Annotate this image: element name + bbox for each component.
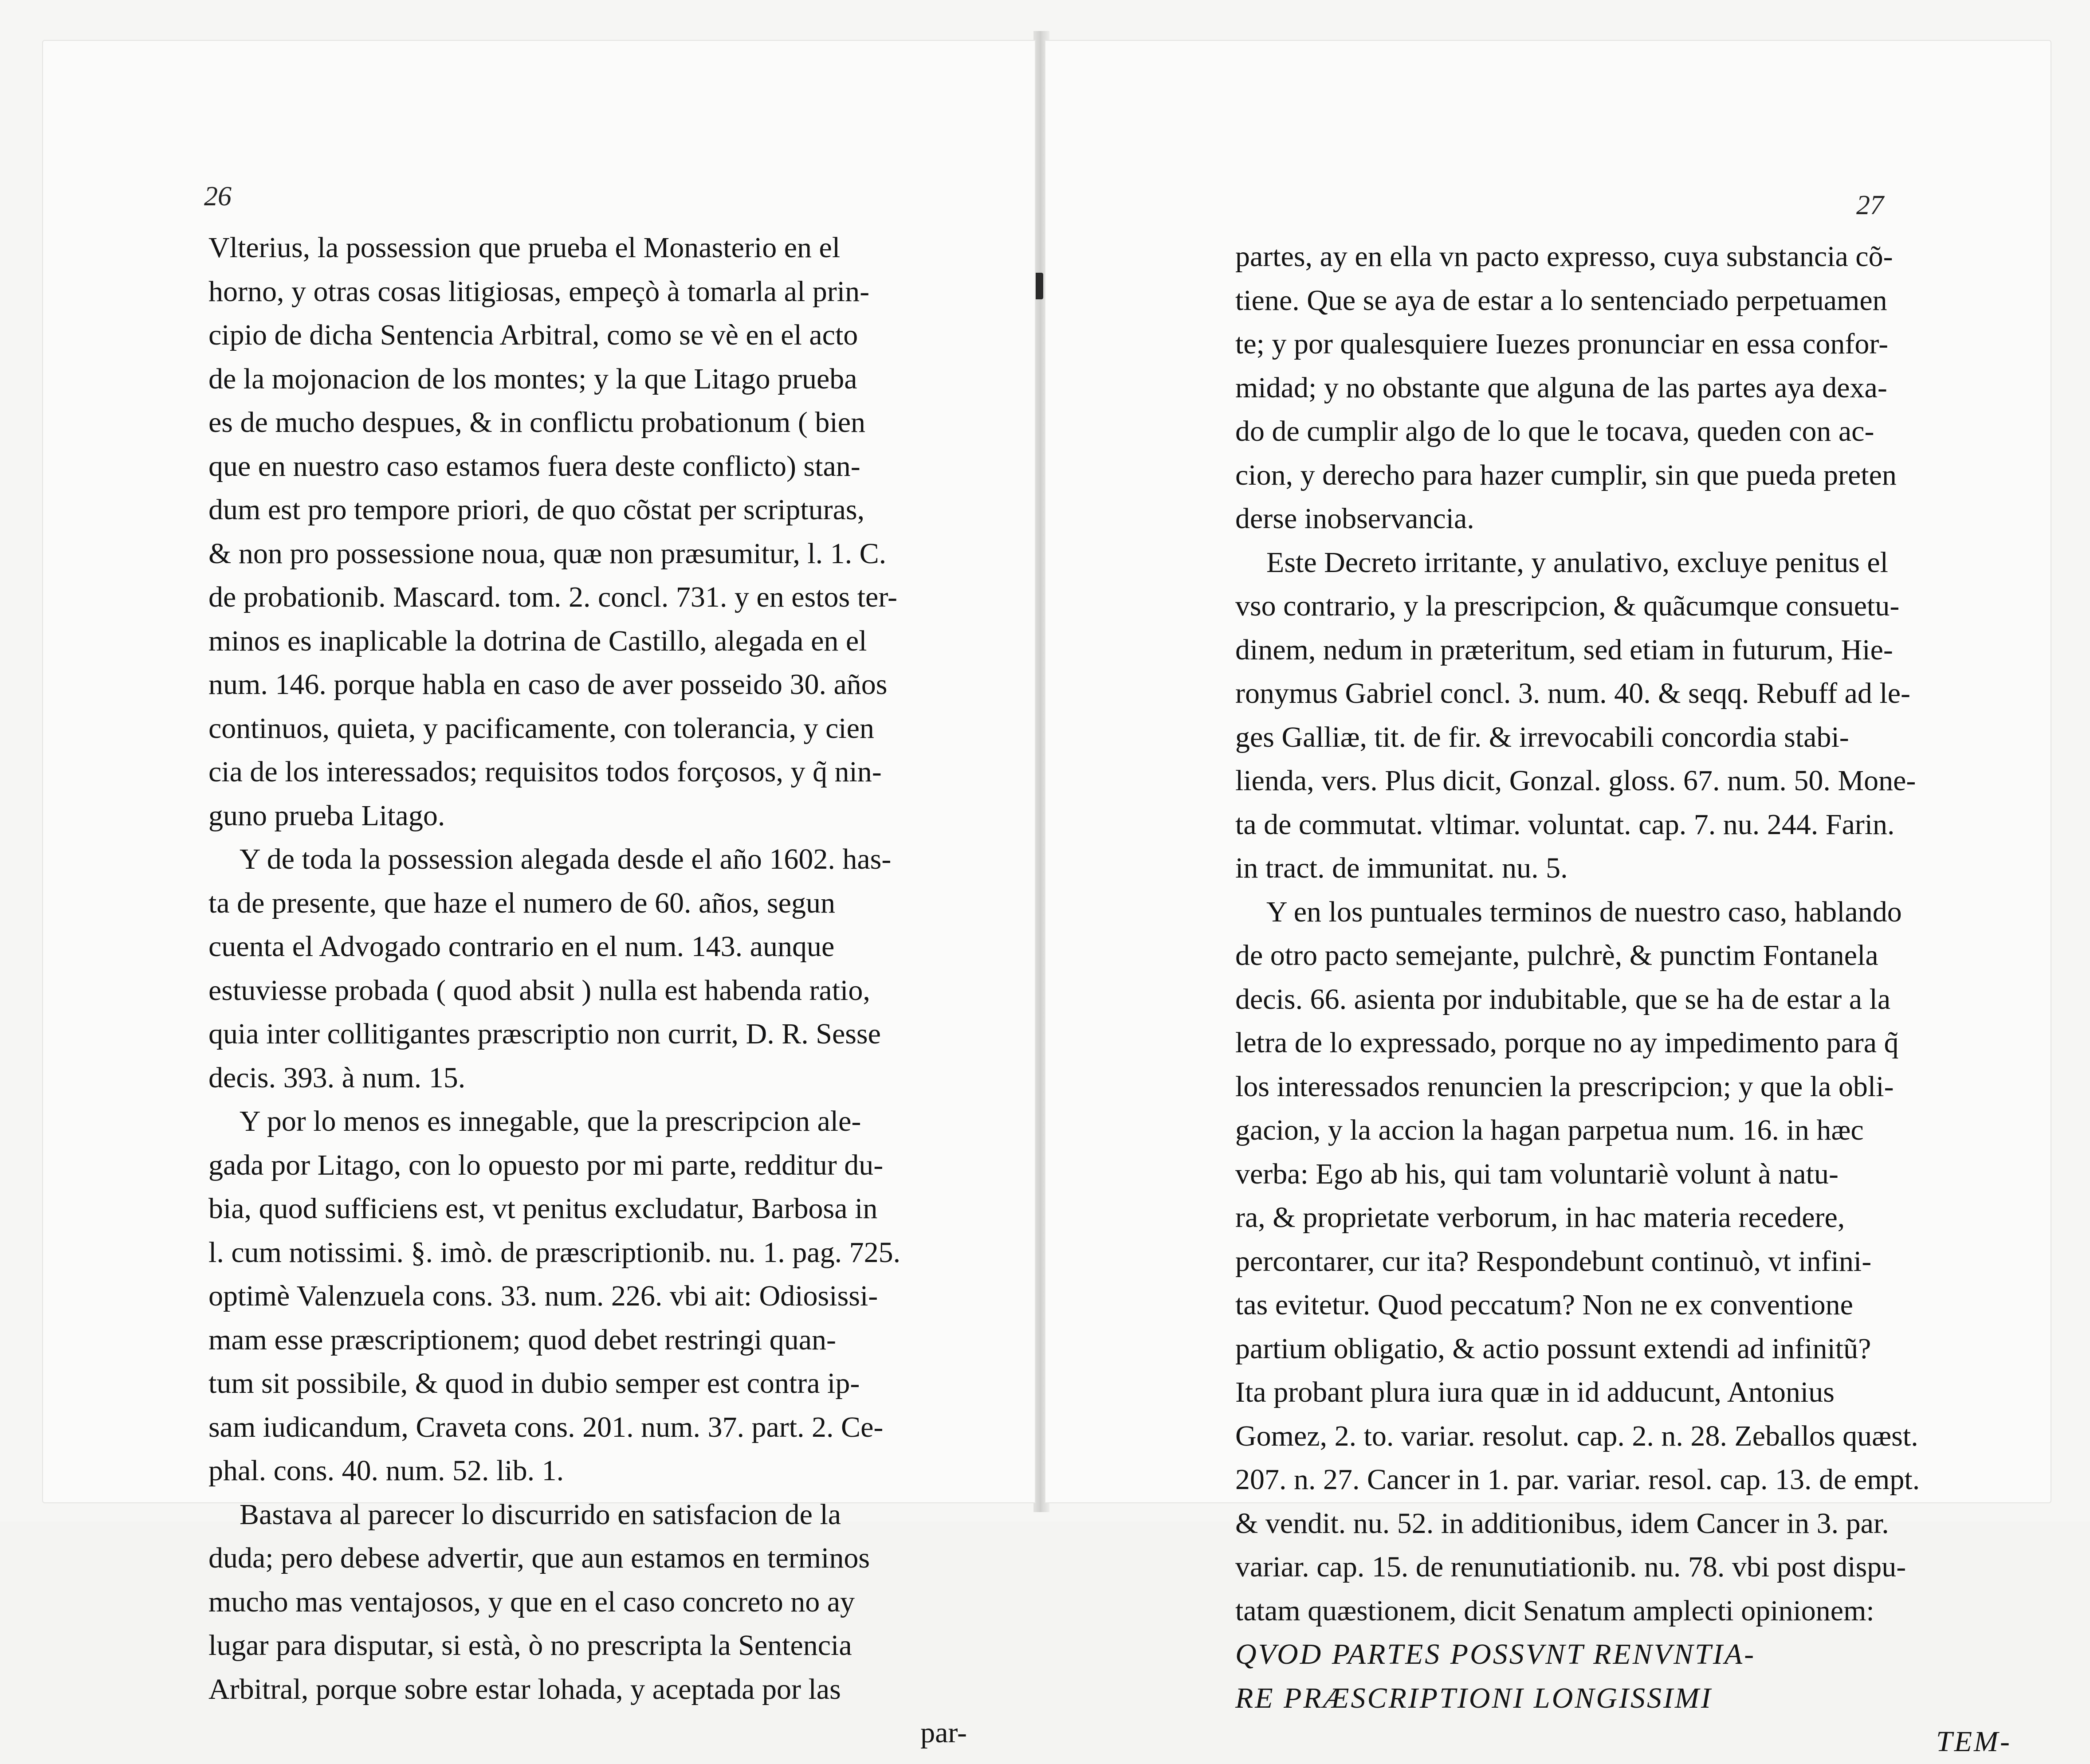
text-line: cia de los interessados; requisitos todos forçosos, y q̃ nin- [208,756,882,788]
text-line: l. cum notissimi. §. imò. de præscriptionib. nu. 1. pag. 725. [208,1236,901,1269]
text-line: gacion, y la accion la hagan parpetua num. 16. in hæc [1235,1114,1864,1146]
page-number-left: 26 [204,181,232,212]
text-line: Y de toda la possession alegada desde el año 1602. has- [240,843,892,875]
text-line: horno, y otras cosas litigiosas, empeçò à tomarla al prin- [208,275,870,308]
text-line: Y por lo menos es innegable, que la prescripcion ale- [240,1105,861,1137]
text-line: partium obligatio, & actio possunt extendi ad infinitũ? [1235,1332,1871,1365]
text-line: lugar para disputar, si està, ò no prescripta la Sentencia [208,1629,852,1662]
text-line: phal. cons. 40. num. 52. lib. 1. [208,1454,564,1487]
text-line: ta de presente, que haze el numero de 60. años, segun [208,886,835,919]
text-line: cipio de dicha Sentencia Arbitral, como se vè en el acto [208,319,858,351]
text-line: te; y por qualesquiere Iuezes pronunciar en essa confor- [1235,328,1889,360]
text-line: Ita probant plura iura quæ in id adducunt, Antonius [1235,1376,1835,1408]
text-line: tas evitetur. Quod peccatum? Non ne ex conventione [1235,1289,1853,1321]
text-line: de otro pacto semejante, pulchrè, & punctim Fontanela [1235,939,1878,972]
text-line: continuos, quieta, y pacificamente, con tolerancia, y cien [208,712,874,745]
text-line: minos es inaplicable la dotrina de Castillo, alegada en el [208,624,867,657]
right-page-text [1235,235,2011,1764]
text-line: vso contrario, y la prescripcion, & quãcumque consuetu- [1235,590,1900,622]
text-line: Bastava al parecer lo discurrido en satisfacion de la [240,1498,841,1531]
text-line: & vendit. nu. 52. in additionibus, idem Cancer in 3. par. [1235,1507,1889,1540]
text-line: lienda, vers. Plus dicit, Gonzal. gloss. 67. num. 50. Mone- [1235,764,1916,797]
text-line: mucho mas ventajosos, y que en el caso concreto no ay [208,1585,855,1618]
text-line: duda; pero debese advertir, que aun estamos en terminos [208,1542,870,1574]
text-line: decis. 66. asienta por indubitable, que se ha de estar a la [1235,983,1891,1015]
text-line: que en nuestro caso estamos fuera deste conflicto) stan- [208,450,860,482]
text-line: los interessados renuncien la prescripcion; y que la obli- [1235,1070,1894,1103]
left-page-text [208,226,967,1755]
text-line: verba: Ego ab his, qui tam voluntariè volunt à natu- [1235,1157,1839,1190]
text-line: percontarer, cur ita? Respondebunt continuò, vt infini- [1235,1245,1872,1278]
text-line: 207. n. 27. Cancer in 1. par. variar. resol. cap. 13. de empt. [1235,1463,1920,1496]
right-page [1045,40,2051,1758]
text-line: derse inobservancia. [1235,502,1474,535]
text-line: ra, & proprietate verborum, in hac materia recedere, [1235,1201,1845,1234]
text-line: Gomez, 2. to. variar. resolut. cap. 2. n. 28. Zeballos quæst. [1235,1419,1918,1452]
text-line: dum est pro tempore priori, de quo cõstat per scripturas, [208,494,865,526]
text-line: Vlterius, la possession que prueba el Monasterio en el [208,231,841,264]
text-line: midad; y no obstante que alguna de las partes aya dexa- [1235,371,1887,404]
text-line: do de cumplir algo de lo que le tocava, queden con ac- [1235,415,1874,447]
text-line: tiene. Que se aya de estar a lo sentenciado perpetuamen [1235,284,1887,317]
text-line: ta de commutat. vltimar. voluntat. cap. 7. nu. 244. Farin. [1235,808,1895,841]
text-line: tatam quæstionem, dicit Senatum amplecti opinionem: [1235,1594,1874,1627]
text-line: ronymus Gabriel concl. 3. num. 40. & seqq. Rebuff ad le- [1235,677,1910,710]
text-line: estuviesse probada ( quod absit ) nulla est habenda ratio, [208,974,870,1007]
text-line: es de mucho despues, & in conflictu probationum ( bien [208,406,866,439]
text-line: TEM- [1936,1725,2011,1758]
text-line: letra de lo expressado, porque no ay impedimento para q̃ [1235,1027,1899,1059]
text-line: optimè Valenzuela cons. 33. num. 226. vbi ait: Odiosissi- [208,1280,878,1312]
page-number-right: 27 [1856,190,1884,220]
text-line: RE PRÆSCRIPTIONI LONGISSIMI [1235,1682,1713,1714]
text-line: bia, quod sufficiens est, vt penitus excludatur, Barbosa in [208,1192,878,1225]
text-line: mam esse præscriptionem; quod debet restringi quan- [208,1323,837,1356]
text-line: variar. cap. 15. de renunutiationib. nu. 78. vbi post dispu- [1235,1551,1906,1583]
text-line: QVOD PARTES POSSVNT RENVNTIA- [1235,1638,1756,1670]
text-line: de la mojonacion de los montes; y la que Litago prueba [208,362,857,395]
text-line: guno prueba Litago. [208,799,445,832]
text-line: Este Decreto irritante, y anulativo, excluye penitus el [1266,546,1888,579]
text-line: par- [920,1717,967,1749]
text-line: decis. 393. à num. 15. [208,1061,466,1094]
text-line: num. 146. porque habla en caso de aver posseido 30. años [208,668,888,701]
text-line: in tract. de immunitat. nu. 5. [1235,852,1568,884]
text-line: gada por Litago, con lo opuesto por mi parte, redditur du- [208,1149,884,1181]
text-line: cion, y derecho para hazer cumplir, sin que pueda preten [1235,459,1897,491]
text-line: Y en los puntuales terminos de nuestro caso, hablando [1266,895,1902,928]
text-line: quia inter collitigantes præscriptio non currit, D. R. Sesse [208,1018,881,1050]
text-line: tum sit possibile, & quod in dubio semper est contra ip- [208,1367,860,1399]
text-line: dinem, nedum in præteritum, sed etiam in futurum, Hie- [1235,633,1893,666]
text-line: cuenta el Advogado contrario en el num. 143. aunque [208,930,835,963]
text-line: ges Galliæ, tit. de fir. & irrevocabili concordia stabi- [1235,721,1849,753]
text-line: & non pro possessione noua, quæ non præsumitur, l. 1. C. [208,537,887,570]
text-line: sam iudicandum, Craveta cons. 201. num. 37. part. 2. Ce- [208,1411,884,1443]
text-line: Arbitral, porque sobre estar lohada, y aceptada por las [208,1673,841,1705]
left-page [42,40,1036,1749]
text-line: partes, ay en ella vn pacto expresso, cuya substancia cõ- [1235,240,1893,273]
text-line: de probationib. Mascard. tom. 2. concl. 731. y en estos ter- [208,581,897,613]
